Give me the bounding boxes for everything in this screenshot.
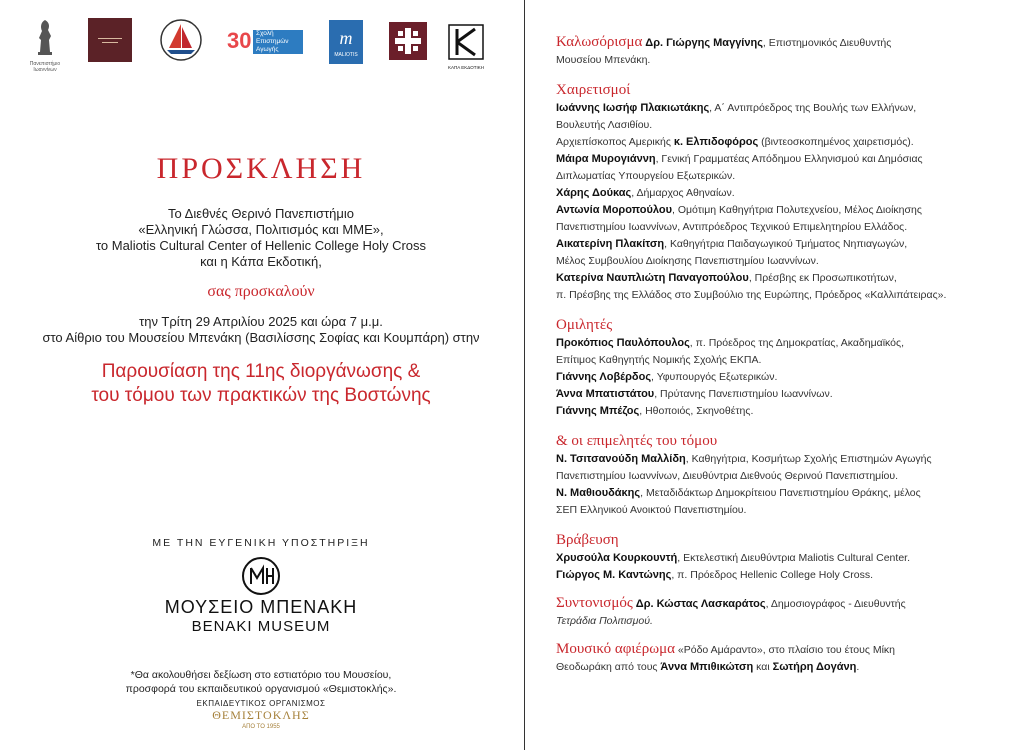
intro-line: το Maliotis Cultural Center of Hellenic College Holy Cross xyxy=(95,238,427,253)
greeting-item xyxy=(556,270,996,304)
editor-role-line: ΣΕΠ Ελληνικού Ανοικτού Πανεπιστημίου. xyxy=(556,504,747,516)
kapa-k-icon xyxy=(448,24,484,60)
editor-role: , Μεταδιδάκτωρ Δημοκρίτειου Πανεπιστημίου Θράκης, μέλος xyxy=(640,487,921,499)
music-end: . xyxy=(856,661,860,673)
intro-line: «Ελληνική Γλώσσα, Πολιτισμός και ΜΜΕ», xyxy=(138,222,384,237)
greeting-name: Αντωνία Μοροπούλου xyxy=(556,204,672,216)
coordinator-publication: Τετράδια Πολιτισμού. xyxy=(556,615,653,627)
greeting-item xyxy=(556,185,996,202)
welcome-speaker-name: Δρ. Γιώργης Μαγγίνης xyxy=(645,37,763,49)
speaker-item xyxy=(556,386,996,403)
editors-section xyxy=(556,431,996,519)
greeting-role: , Καθηγήτρια Παιδαγωγικού Τμήματος Νηπιαγωγών, xyxy=(664,238,908,250)
invite-phrase: σας προσκαλούν xyxy=(207,283,315,300)
greeting-name: Κατερίνα Ναυπλιώτη Παναγοπούλου xyxy=(556,272,749,284)
speaker-role: , π. Πρόεδρος της Δημοκρατίας, Ακαδημαϊκός, xyxy=(689,337,904,349)
presentation-line: Παρουσίαση της 11ης διοργάνωσης & xyxy=(101,361,421,382)
speaker-role: , Πρύτανης Πανεπιστημίου Ιωαννίνων. xyxy=(654,388,833,400)
award-role: , π. Πρόεδρος Hellenic College Holy Cross. xyxy=(671,569,874,581)
museum-name-english: BENAKI MUSEUM xyxy=(191,618,331,635)
support-caption: ΜΕ ΤΗΝ ΕΥΓΕΝΙΚΗ ΥΠΟΣΤΗΡΙΞΗ xyxy=(152,537,370,549)
greetings-heading: Χαιρετισμοί xyxy=(556,82,631,98)
reception-footnote xyxy=(0,668,522,696)
maliotis-logo-label: MALIOTIS xyxy=(334,52,358,58)
editor-item xyxy=(556,485,996,519)
cross-emblem-logo xyxy=(389,22,427,60)
welcome-speaker-role: , Επιστημονικός Διευθυντής xyxy=(762,37,892,49)
music-section xyxy=(556,641,996,676)
kapa-ekdotiki-logo xyxy=(448,24,488,70)
music-conjunction: και xyxy=(753,661,773,673)
intro-line: Το Διεθνές Θερινό Πανεπιστήμιο xyxy=(168,206,354,221)
speaker-name: Προκόπιος Παυλόπουλος xyxy=(556,337,690,349)
themistoklis-year: ΑΠΟ ΤΟ 1955 xyxy=(242,724,280,730)
sponsor-logos xyxy=(20,18,500,78)
invitation-title: ΠΡΟΣΚΛΗΣΗ xyxy=(156,152,366,185)
greeting-role: , Πρέσβης εκ Προσωπικοτήτων, xyxy=(748,272,897,284)
award-role: , Εκτελεστική Διευθύντρια Maliotis Cultural Center. xyxy=(677,552,910,564)
greeting-role-line: π. Πρέσβης της Ελλάδος στο Συμβούλιο της Ευρώπης, Πρόεδρος «Καλλιπάτειρας». xyxy=(556,289,947,301)
maliotis-logo xyxy=(329,20,363,64)
school-30-years-logo xyxy=(227,30,303,54)
themistoklis-logo-name: ΘΕΜΙΣΤΟΚΛΗΣ xyxy=(212,708,310,722)
greeting-role-line: Πανεπιστημίου Ιωαννίνων, Αντιπρόεδρος Τεχνικού Επιμελητηρίου Ελλάδος. xyxy=(556,221,908,233)
editor-name: Ν. Μαθιουδάκης xyxy=(556,487,641,499)
speaker-item xyxy=(556,403,996,420)
music-description-2: Θεοδωράκη από τους xyxy=(556,661,661,673)
maroon-emblem-logo xyxy=(88,18,132,62)
coordinator-name: Δρ. Κώστας Λασκαράτος xyxy=(635,598,766,610)
footnote-line: προσφορά του εκπαιδευτικού οργανισμού «Θεμιστοκλής». xyxy=(125,683,397,695)
university-of-ioannina-logo xyxy=(20,18,70,73)
welcome-heading: Καλωσόρισμα xyxy=(556,34,643,50)
edu-org-label: ΕΚΠΑΙΔΕΥΤΙΚΟΣ ΟΡΓΑΝΙΣΜΟΣ xyxy=(196,699,326,708)
greeting-name: κ. Ελπιδοφόρος xyxy=(673,136,759,148)
music-description: «Ρόδο Αμάραντο», στο πλαίσιο του έτους Μίκη xyxy=(677,644,895,656)
university-logo-label: Πανεπιστήμιο Ιωαννίνων xyxy=(29,61,61,73)
award-name: Γιώργος Μ. Καντώνης xyxy=(556,569,672,581)
event-date-location xyxy=(0,314,522,346)
kapa-logo-label: ΚΑΠΑ ΕΚΔΟΤΙΚΗ xyxy=(448,65,484,70)
school-logo-label: Σχολή Επιστημών Αγωγής xyxy=(253,30,303,54)
intro-line: και η Κάπα Εκδοτική, xyxy=(200,254,322,269)
sailboat-icon xyxy=(159,18,203,62)
maliotis-m-icon: m xyxy=(339,28,353,48)
presentation-title xyxy=(0,360,522,408)
statue-icon xyxy=(32,18,58,56)
speaker-role: , Υφυπουργός Εξωτερικών. xyxy=(651,371,778,383)
greeting-item xyxy=(556,151,996,185)
speaker-name: Γιάννης Λοβέρδος xyxy=(556,371,652,383)
greeting-item xyxy=(556,100,996,134)
greeting-name: Αικατερίνη Πλακίτση xyxy=(556,238,665,250)
speakers-section xyxy=(556,315,996,420)
award-name: Χρυσούλα Κουρκουντή xyxy=(556,552,678,564)
editors-heading: & οι επιμελητές του τόμου xyxy=(556,433,718,449)
awards-heading: Βράβευση xyxy=(556,532,619,548)
speaker-item xyxy=(556,369,996,386)
award-item xyxy=(556,567,996,584)
event-date: την Τρίτη 29 Απριλίου 2025 και ώρα 7 μ.μ. xyxy=(139,314,383,329)
program-right-panel xyxy=(556,34,996,687)
greeting-role-line: Βουλευτής Λασιθίου. xyxy=(556,119,653,131)
welcome-section xyxy=(556,34,996,69)
award-item xyxy=(556,550,996,567)
greeting-prefix: Αρχιεπίσκοπος Αμερικής xyxy=(556,136,674,148)
awards-section xyxy=(556,530,996,584)
speaker-role: , Ηθοποιός, Σκηνοθέτης. xyxy=(639,405,754,417)
greeting-role-line: Μέλος Συμβουλίου Διοίκησης Πανεπιστημίου Ιωαννίνων. xyxy=(556,255,819,267)
coordination-section xyxy=(556,595,996,630)
presentation-line: του τόμου των πρακτικών της Βοστώνης xyxy=(91,385,431,406)
greeting-item xyxy=(556,236,996,270)
coordinator-role: , Δημοσιογράφος - Διευθυντής xyxy=(765,598,906,610)
greeting-role: , Γενική Γραμματέας Απόδημου Ελληνισμού και Δημόσιας xyxy=(655,153,923,165)
greeting-item xyxy=(556,134,996,151)
greeting-item xyxy=(556,202,996,236)
speaker-name: Γιάννης Μπέζος xyxy=(556,405,640,417)
speaker-item xyxy=(556,335,996,369)
musician-name: Άννα Μπιθικώτση xyxy=(660,661,754,673)
greetings-section xyxy=(556,80,996,304)
greeting-role-line: Διπλωματίας Υπουργείου Εξωτερικών. xyxy=(556,170,736,182)
editor-role: , Καθηγήτρια, Κοσμήτωρ Σχολής Επιστημών Αγωγής xyxy=(685,453,932,465)
invitation-intro xyxy=(0,206,522,270)
musician-name: Σωτήρη Δογάνη xyxy=(772,661,857,673)
editor-item xyxy=(556,451,996,485)
footnote-line: *Θα ακολουθήσει δεξίωση στο εστιατόριο του Μουσείου, xyxy=(130,669,392,681)
editor-role-line: Πανεπιστημίου Ιωαννίνων, Διευθύντρια Διεθνούς Θερινού Πανεπιστημίου. xyxy=(556,470,899,482)
cross-icon xyxy=(389,22,427,60)
greeting-name: Ιωάννης Ιωσήφ Πλακιωτάκης xyxy=(556,102,710,114)
greeting-name: Μάιρα Μυρογιάννη xyxy=(556,153,656,165)
school-anniversary-number: 30 xyxy=(227,28,252,53)
editor-name: Ν. Τσιτσανούδη Μαλλίδη xyxy=(556,453,686,465)
event-location: στο Αίθριο του Μουσείου Μπενάκη (Βασιλίσσης Σοφίας και Κουμπάρη) στην xyxy=(42,330,480,345)
coordination-heading: Συντονισμός xyxy=(556,595,633,611)
museum-name-greek: ΜΟΥΣΕΙΟ ΜΠΕΝΑΚΗ xyxy=(164,597,358,617)
speaker-name: Άννα Μπατιστάτου xyxy=(556,388,655,400)
speaker-role-line: Επίτιμος Καθηγητής Νομικής Σχολής ΕΚΠΑ. xyxy=(556,354,762,366)
greeting-role: (βιντεοσκοπημένος χαιρετισμός). xyxy=(758,136,914,148)
greeting-role: , Δήμαρχος Αθηναίων. xyxy=(631,187,735,199)
sailboat-logo xyxy=(159,18,203,67)
music-heading: Μουσικό αφιέρωμα xyxy=(556,641,675,657)
page-divider xyxy=(524,0,525,750)
greeting-role: , Α΄ Αντιπρόεδρος της Βουλής των Ελλήνων, xyxy=(709,102,917,114)
greeting-name: Χάρης Δούκας xyxy=(556,187,632,199)
benaki-monogram-icon xyxy=(241,556,281,596)
benaki-museum-emblem xyxy=(0,556,522,601)
greeting-role: , Ομότιμη Καθηγήτρια Πολυτεχνείου, Μέλος Διοίκησης xyxy=(671,204,922,216)
welcome-speaker-role-2: Μουσείου Μπενάκη. xyxy=(556,54,651,66)
speakers-heading: Ομιλητές xyxy=(556,317,613,333)
